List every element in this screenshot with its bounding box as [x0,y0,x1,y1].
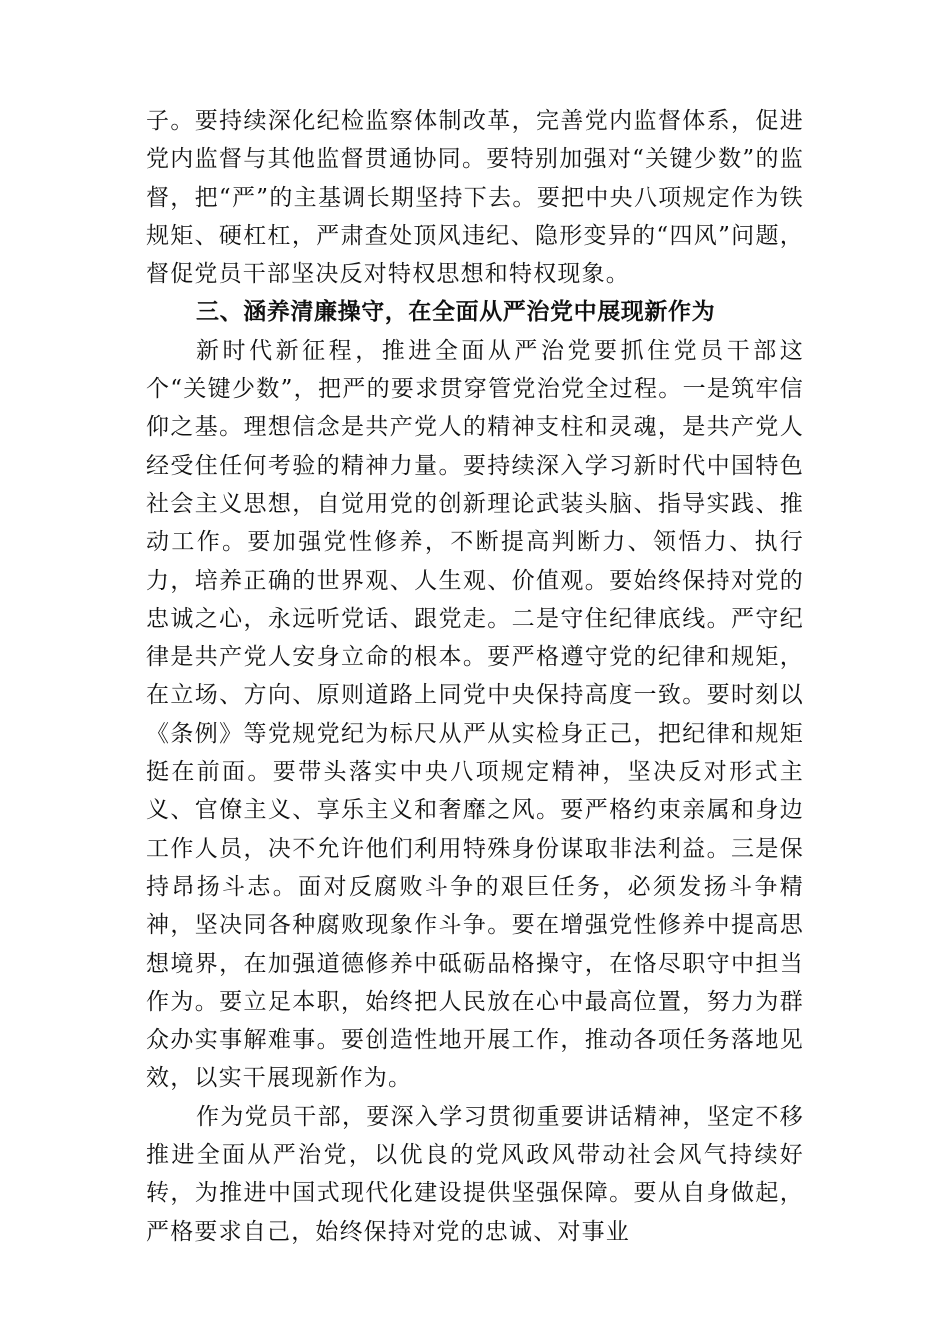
document-body [146,102,804,1251]
paragraph-body: 作为党员干部，要深入学习贯彻重要讲话精神，坚定不移推进全面从严治党，以优良的党风政风带动社会风气持续好转，为推进中国式现代化建设提供坚强保障。要从自身做起，严格要求自己，始终保持对党的忠诚、对事业 [146,1103,804,1245]
paragraph-continuation: 子。要持续深化纪检监察体制改革，完善党内监督体系，促进党内监督与其他监督贯通协同。要特别加强对“关键少数”的监督，把“严”的主基调长期坚持下去。要把中央八项规定作为铁规矩、硬杠杠，严肃查处顶风违纪、隐形变异的“四风”问题，督促党员干部坚决反对特权思想和特权现象。 [146,108,804,288]
section-heading: 三、涵养清廉操守，在全面从严治党中展现新作为 [196,299,716,326]
paragraph-body: 新时代新征程，推进全面从严治党要抓住党员干部这个“关键少数”，把严的要求贯穿管党治党全过程。一是筑牢信仰之基。理想信念是共产党人的精神支柱和灵魂，是共产党人经受住任何考验的精神力量。要持续深入学习新时代中国特色社会主义思想，自觉用党的创新理论武装头脑、指导实践、推动工作。要加强党性修养，不断提高判断力、领悟力、执行力，培养正确的世界观、人生观、价值观。要始终保持对党的忠诚之心，永远听党话、跟党走。二是守住纪律底线。严守纪律是共产党人安身立命的根本。要严格遵守党的纪律和规矩，在立场、方向、原则道路上同党中央保持高度一致。要时刻以《条例》等党规党纪为标尺从严从实检身正己，把纪律和规矩挺在前面。要带头落实中央八项规定精神，坚决反对形式主义、官僚主义、享乐主义和奢靡之风。要严格约束亲属和身边工作人员，决不允许他们利用特殊身份谋取非法利益。三是保持昂扬斗志。面对反腐败斗争的艰巨任务，必须发扬斗争精神，坚决同各种腐败现象作斗争。要在增强党性修养中提高思想境界，在加强道德修养中砥砺品格操守，在恪尽职守中担当作为。要立足本职，始终把人民放在心中最高位置，努力为群众办实事解难事。要创造性地开展工作，推动各项任务落地见效，以实干展现新作为。 [146,337,804,1092]
